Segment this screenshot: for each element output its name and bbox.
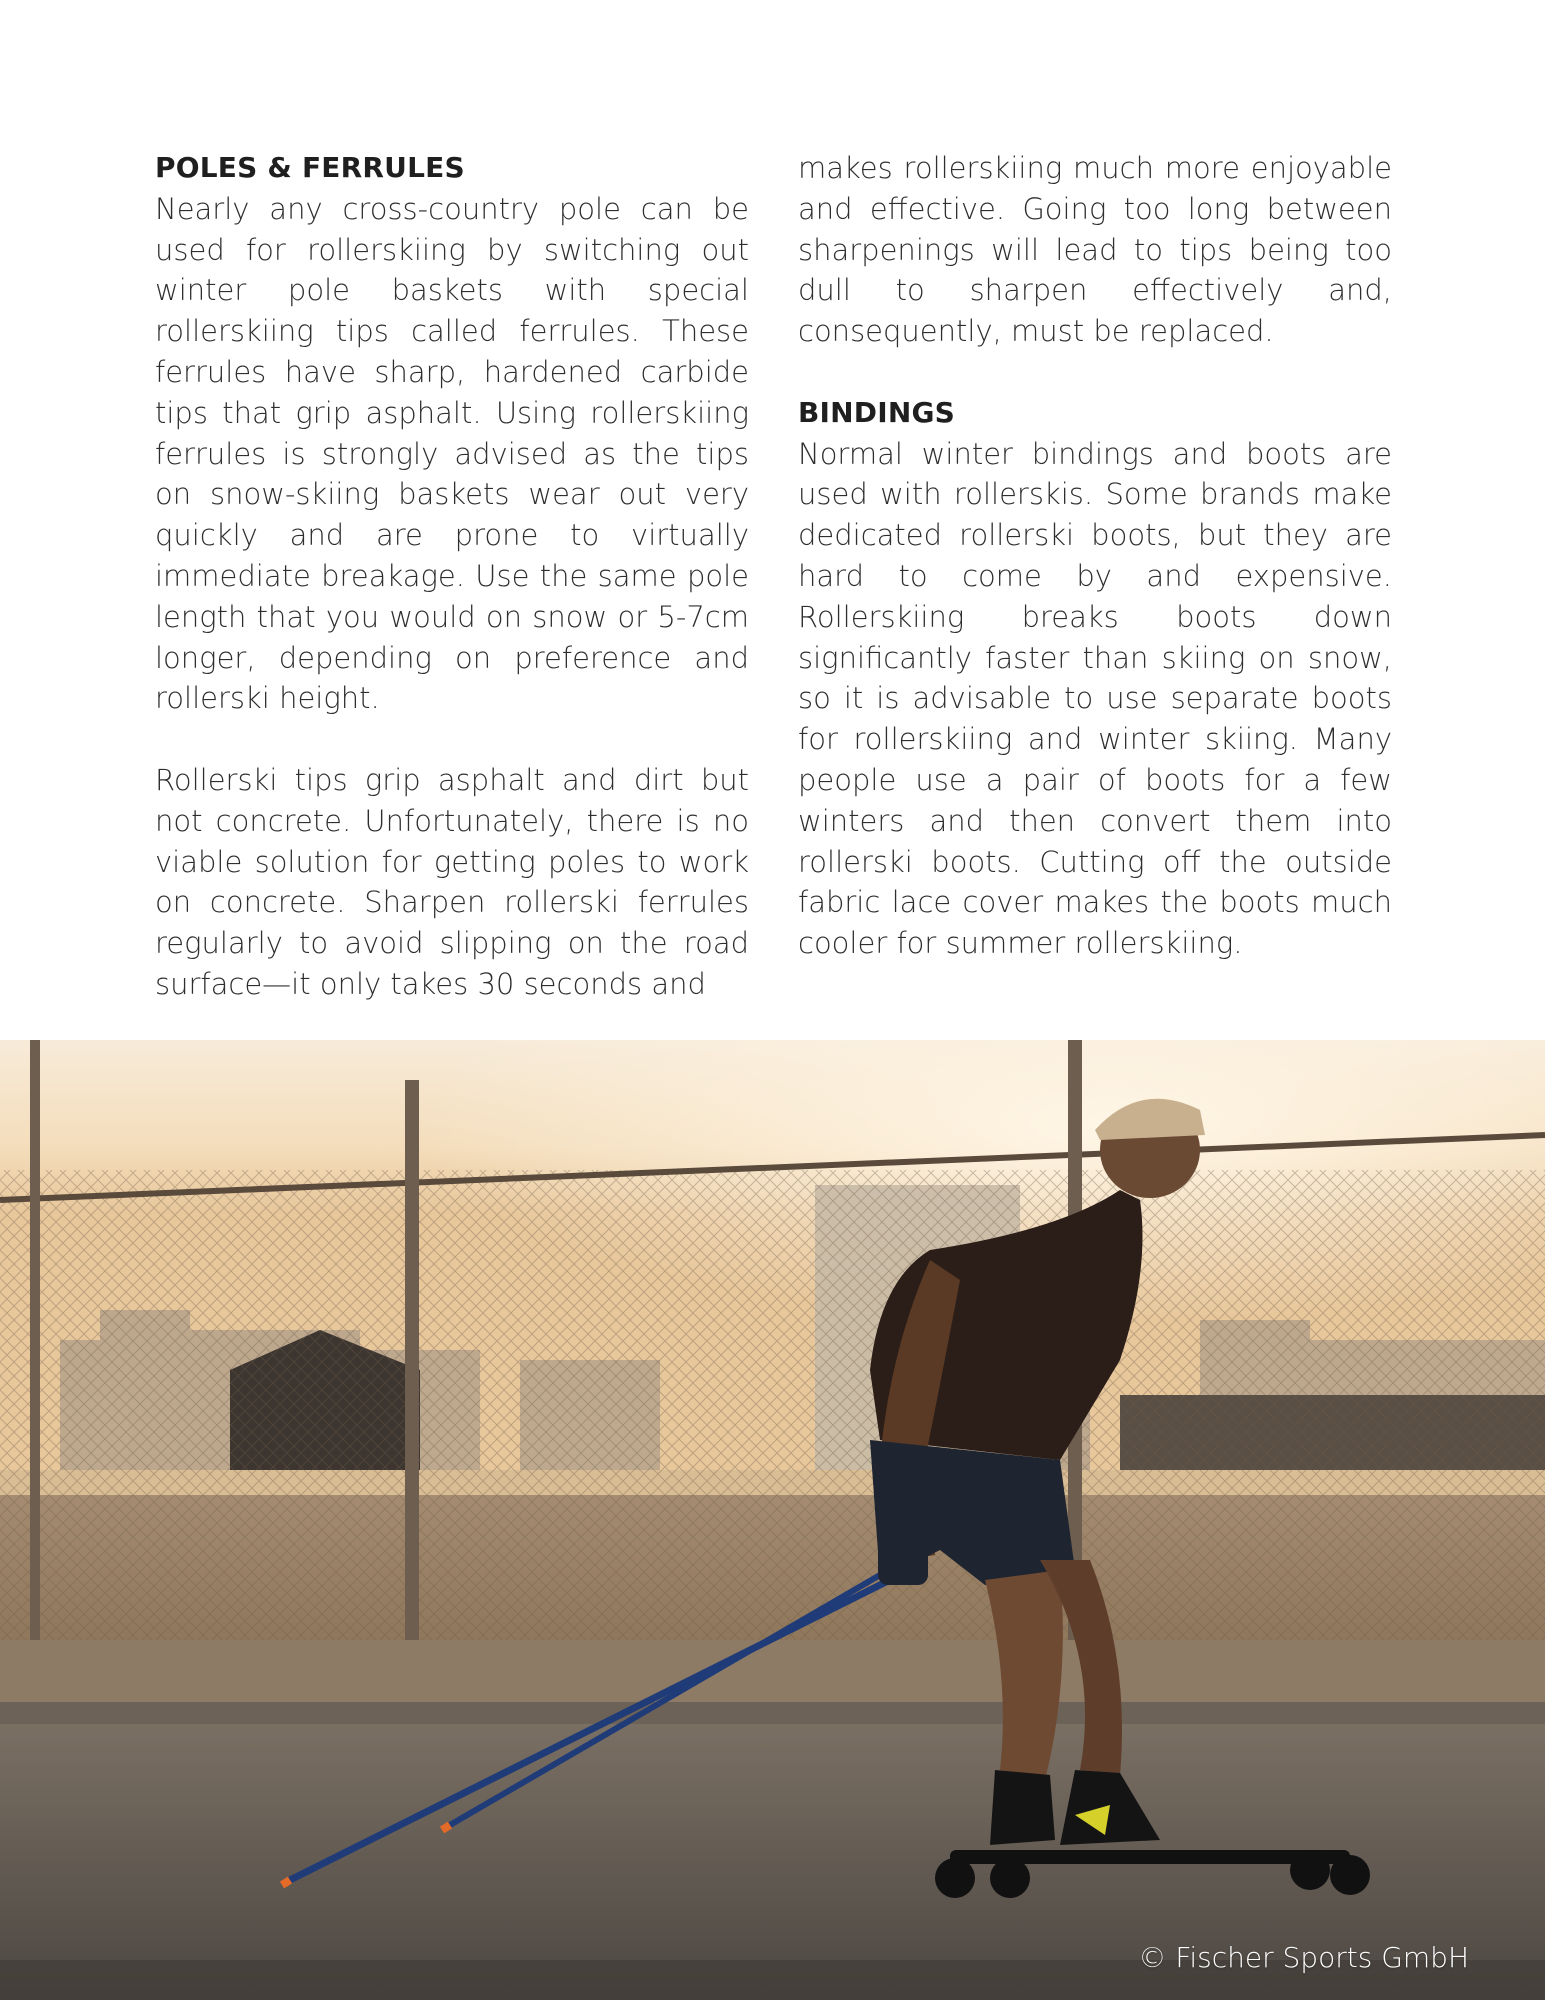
- rollerskier-photo: [0, 1040, 1545, 2000]
- left-column: [155, 148, 749, 1005]
- body-paragraph-continuation: makes rollerskiing much more enjoyable and effective. Going too long between sharpenings will lead to tips being too dull to sharpen effectively and, consequently, must be replaced.: [798, 151, 1392, 349]
- body-paragraph: Normal winter bindings and boots are used with rollerskis. Some brands make dedicated rollerski boots, but they are hard to come by and expensive. Rollerskiing breaks boots down significantly faster than skiing on snow, so it is advisable to use separate boots for rollerskiing and winter skiing. Many people use a pair of boots for a few winters and then convert them into rollerski boots. Cutting off the outside fabric lace cover makes the boots much cooler for summer rollerskiing.: [798, 436, 1392, 961]
- body-paragraph: Rollerski tips grip asphalt and dirt but not concrete. Unfortunately, there is no viable solution for getting poles to work on concrete. Sharpen rollerski ferrules regularly to avoid slipping on the road surface—it only takes 30 seconds and: [155, 762, 749, 1001]
- section-heading-bindings: BINDINGS: [798, 395, 956, 429]
- right-column: [798, 148, 1392, 964]
- photo-illustration: [0, 1040, 1545, 2000]
- body-paragraph: Nearly any cross-country pole can be used for rollerskiing by switching out winter pole baskets with special rollerskiing tips called ferrules. These ferrules have sharp, hardened carbide tips that grip asphalt. Using rollerskiing ferrules is strongly advised as the tips on snow-skiing baskets wear out very quickly and are prone to virtually immediate breakage. Use the same pole length that you would on snow or 5-7cm longer, depending on preference and rollerski height.: [155, 191, 749, 716]
- photo-credit: © Fischer Sports GmbH: [1138, 1941, 1469, 1974]
- section-heading-poles-ferrules: POLES & FERRULES: [155, 151, 465, 184]
